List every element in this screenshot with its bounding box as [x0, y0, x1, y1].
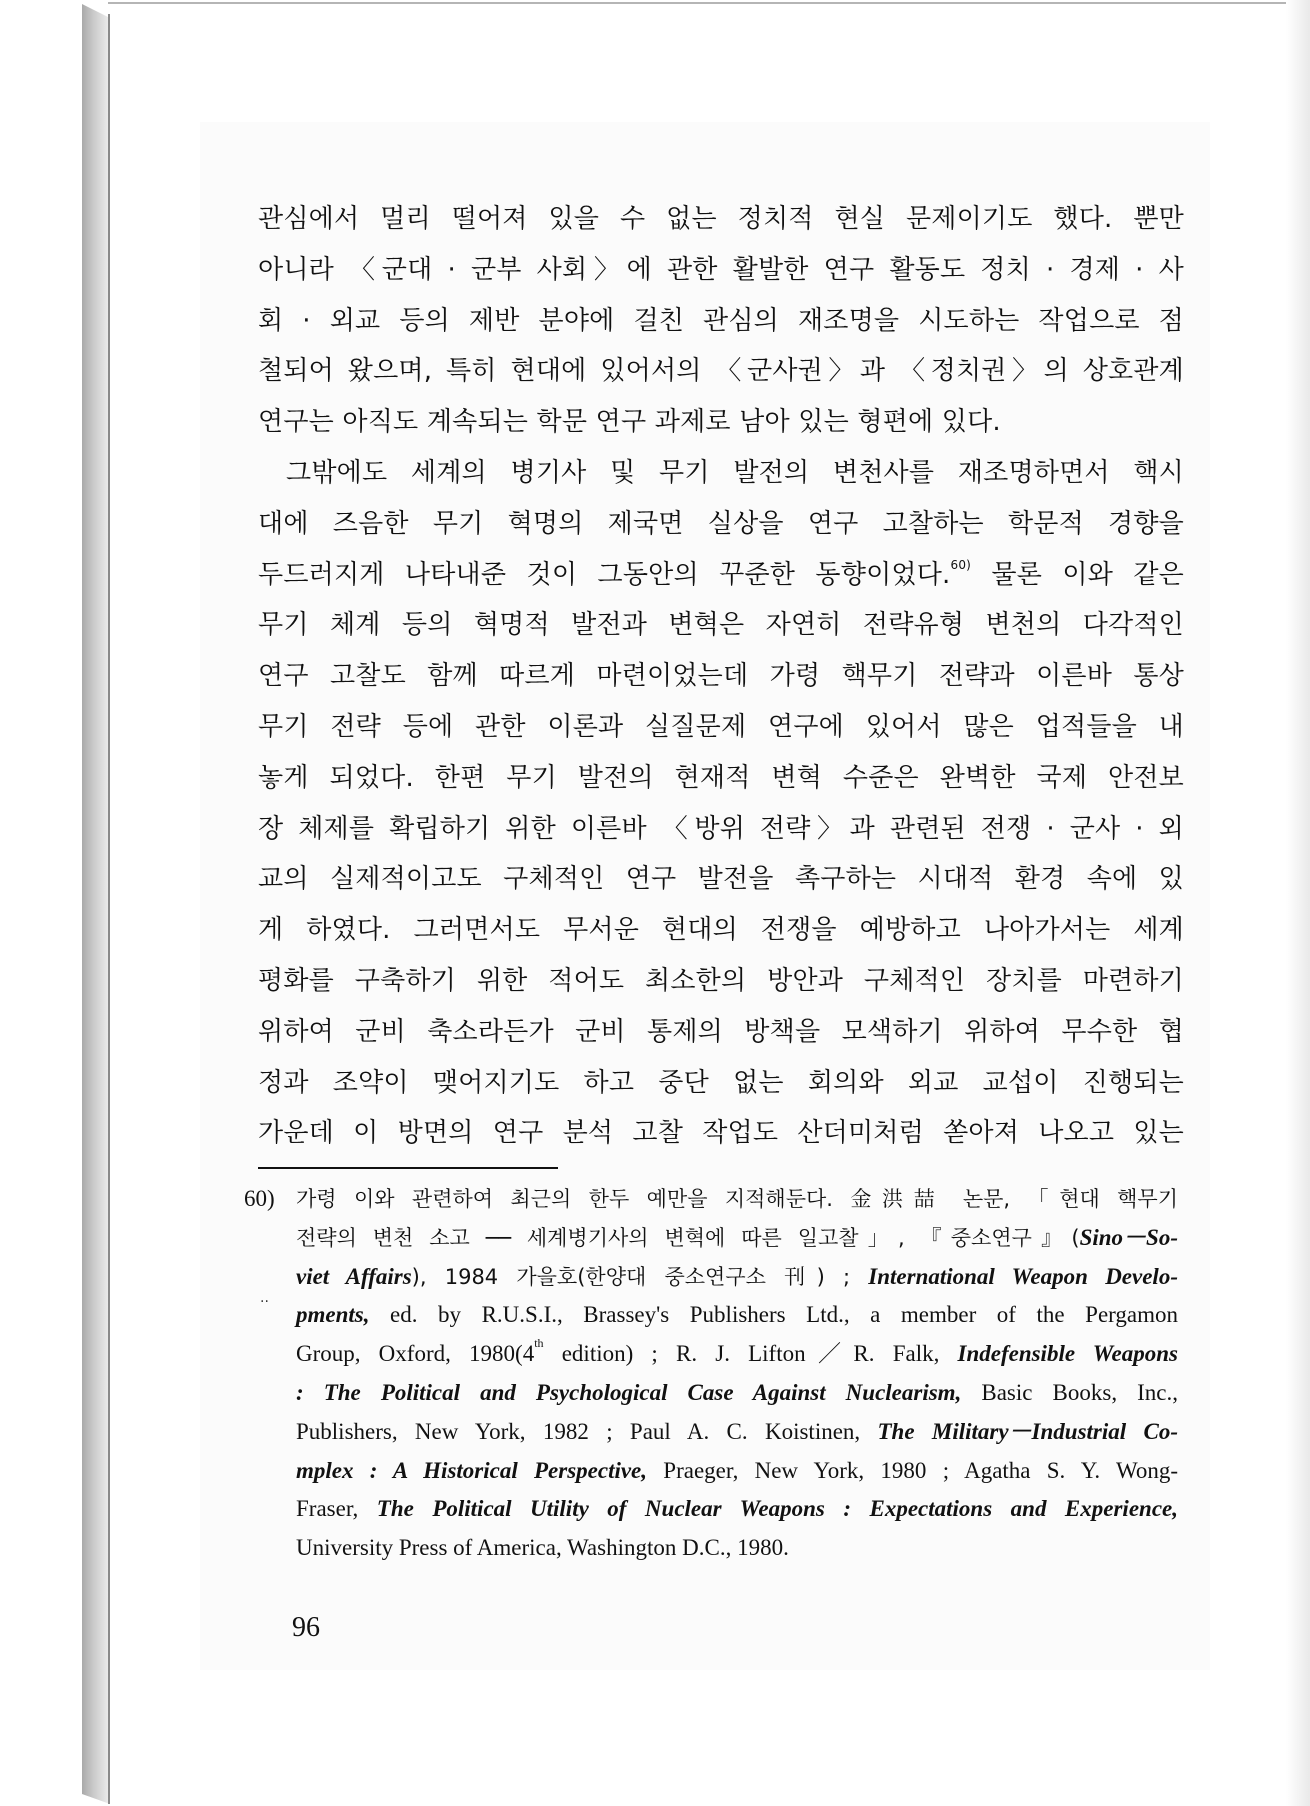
- body-line: 회 · 외교 등의 제반 분야에 걸친 관심의 재조명을 시도하는 작업으로 점: [258, 305, 1184, 336]
- footnote-text: ), 1984 가을호(한양대 중소연구소 刊) ;: [411, 1264, 869, 1289]
- footnote-text: ed. by R.U.S.I., Brassey's Publishers Ltd., a member of the Pergamon: [369, 1302, 1178, 1328]
- footnote-italic: The Political Utility of Nuclear Weapons : Expectations and Experience,: [376, 1496, 1178, 1522]
- footnote-italic: : The Political and Psychological Case Against Nuclearism,: [296, 1379, 962, 1405]
- footnote-60: [244, 1180, 1178, 1568]
- body-line-text: 물론 이와 같은: [971, 559, 1184, 590]
- body-line: 아니라 〈군대 · 군부 사회〉에 관한 활발한 연구 활동도 정치 · 경제 · 사: [258, 254, 1184, 285]
- body-paragraphs: [258, 194, 1184, 1159]
- body-line: 정과 조약이 맺어지기도 하고 중단 없는 회의와 외교 교섭이 진행되는: [258, 1067, 1184, 1098]
- footnote-text: 가령 이와 관련하여 최근의 한두 예만을 지적해둔다. 金洪喆 논문, 「현대 핵무기: [296, 1187, 1178, 1211]
- body-line: 무기 전략 등에 관한 이론과 실질문제 연구에 있어서 많은 업적들을 내: [258, 711, 1184, 742]
- body-line: 철되어 왔으며, 특히 현대에 있어서의 〈군사권〉과 〈정치권〉의 상호관계: [258, 356, 1184, 387]
- footnote-number: 60): [244, 1186, 275, 1211]
- body-line: 관심에서 멀리 떨어져 있을 수 없는 정치적 현실 문제이기도 했다. 뿐만: [258, 204, 1184, 234]
- footnote-italic: mplex : A Historical Perspective,: [296, 1457, 648, 1483]
- body-line: 놓게 되었다. 한편 무기 발전의 현재적 변혁 수준은 완벽한 국제 안전보: [258, 762, 1184, 793]
- body-line: 교의 실제적이고도 구체적인 연구 발전을 촉구하는 시대적 환경 속에 있: [258, 864, 1184, 895]
- footnote-text: Publishers, New York, 1982 ; Paul A. C. Koistinen,: [296, 1418, 878, 1444]
- footnote-italic: Indefensible Weapons: [957, 1341, 1178, 1367]
- body-line: 가운데 이 방면의 연구 분석 고찰 작업도 산더미처럼 쏟아져 나오고 있는: [258, 1118, 1184, 1149]
- footnote-text: Basic Books, Inc.,: [961, 1379, 1178, 1405]
- footnote-line: [244, 1180, 1178, 1219]
- footnote-text: edition) ; R. J. Lifton／R. Falk,: [543, 1341, 958, 1367]
- footnote-line: [244, 1258, 1178, 1297]
- footnote-line: [244, 1296, 1178, 1335]
- body-line-text: 두드러지게 나타내준 것이 그동안의 꾸준한 동향이었다.: [258, 559, 951, 590]
- footnote-line: [244, 1490, 1178, 1529]
- body-line: [258, 550, 1184, 601]
- footnote-italic: International Weapon Develo-: [868, 1263, 1178, 1289]
- footnote-italic: Sino－So-: [1079, 1224, 1178, 1250]
- book-page-edge: [82, 4, 110, 1804]
- footnote-text: 전략의 변천 소고 ── 세계병기사의 변혁에 따른 일고찰」, 『중소연구』(: [296, 1225, 1080, 1250]
- stray-mark: ..: [260, 1290, 269, 1306]
- body-line: 무기 체계 등의 혁명적 발전과 변혁은 자연히 전략유형 변천의 다각적인: [258, 610, 1184, 641]
- footnote-line: [244, 1452, 1178, 1491]
- footnote-italic: viet Affairs: [296, 1263, 412, 1289]
- footnote-line: [244, 1335, 1178, 1374]
- body-line: 장 체제를 확립하기 위한 이른바 〈방위 전략〉과 관련된 전쟁 · 군사 · 외: [258, 813, 1184, 844]
- body-line: 연구는 아직도 계속되는 학문 연구 과제로 남아 있는 형편에 있다.: [258, 407, 1001, 438]
- footnote-italic: pments,: [296, 1302, 370, 1328]
- body-line: 연구 고찰도 함께 따르게 마련이었는데 가령 핵무기 전략과 이른바 통상: [258, 661, 1184, 692]
- footnote-text: Praeger, New York, 1980 ; Agatha S. Y. Wong-: [647, 1457, 1178, 1483]
- body-line: 위하여 군비 축소라든가 군비 통제의 방책을 모색하기 위하여 무수한 협: [258, 1016, 1184, 1047]
- footnote-italic: The Military－Industrial Co-: [877, 1418, 1178, 1444]
- page-right-shadow: [1286, 0, 1310, 1806]
- footnote-line: [244, 1374, 1178, 1413]
- page-number: 96: [292, 1612, 320, 1643]
- page-left-border: [108, 14, 110, 1804]
- footnote-line: [244, 1413, 1178, 1452]
- body-line: 게 하였다. 그러면서도 무서운 현대의 전쟁을 예방하고 나아가서는 세계: [258, 915, 1184, 946]
- body-line: 대에 즈음한 무기 혁명의 제국면 실상을 연구 고찰하는 학문적 경향을: [258, 508, 1184, 539]
- footnote-text: Fraser,: [296, 1496, 377, 1522]
- footnote-sup: th: [534, 1336, 544, 1351]
- body-line: 그밖에도 세계의 병기사 및 무기 발전의 변천사를 재조명하면서 핵시: [286, 457, 1184, 488]
- footnote-ref: 60): [950, 557, 972, 572]
- body-line: 평화를 구축하기 위한 적어도 최소한의 방안과 구체적인 장치를 마련하기: [258, 965, 1184, 996]
- footnote-line: [244, 1219, 1178, 1258]
- footnote-divider: [258, 1167, 558, 1169]
- footnote-text: Group, Oxford, 1980(4: [296, 1341, 535, 1367]
- footnote-line: University Press of America, Washington D.C., 1980.: [296, 1535, 789, 1561]
